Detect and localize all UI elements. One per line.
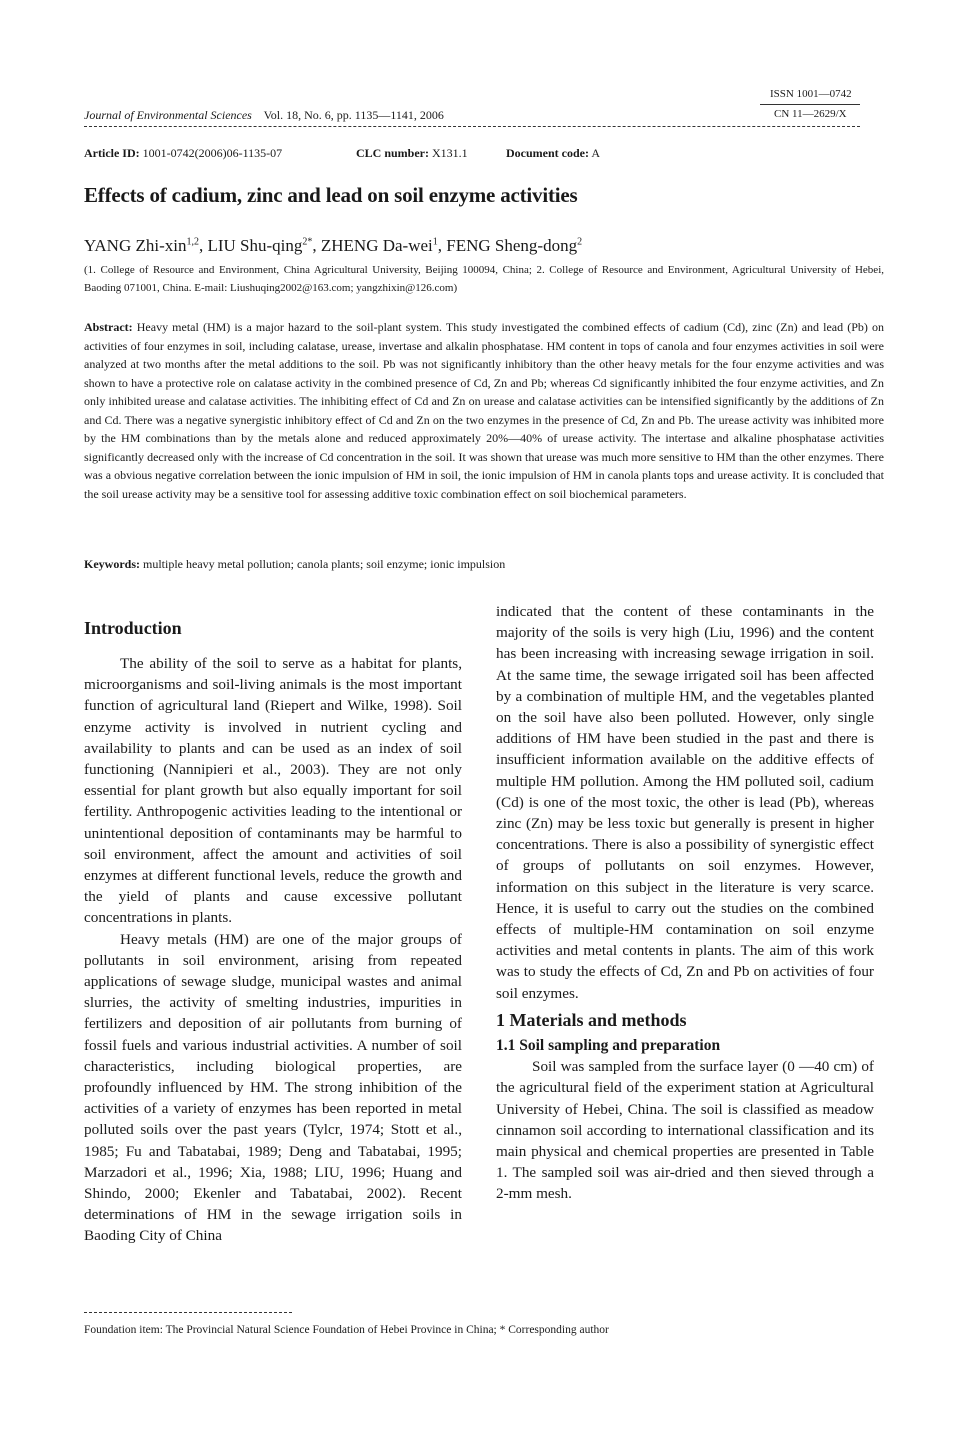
article-id-value: 1001-0742(2006)06-1135-07	[142, 146, 283, 160]
intro-paragraph-2: Heavy metals (HM) are one of the major groups of pollutants in soil environment, arising from repeated applications of sewage sludge, municipal wastes and animal slurries, the activity of smelting industries, impurities in fertilizers and deposition of air pollutants from burning of fossil fuels and various industrial activities. A number of soil characteristics, including biological properties, are profoundly influenced by HM. The strong inhibition of the activities of a variety of enzymes has been reported in metal polluted soils over the past years (Tylcr, 1974; Stott et al., 1985; Fu and Tabatabai, 1989; Deng and Tabatabai, 1995; Marzadori et al., 1996; Xia, 1988; LIU, 1996; Huang and Shindo, 2000; Ekenler and Tabatabai, 2002). Recent determinations of HM in the sewage irrigation soils in Baoding City of China	[84, 930, 462, 1245]
issn: ISSN 1001—0742	[770, 88, 852, 100]
author-affil-sup: 1	[432, 236, 438, 248]
article-id	[84, 146, 282, 161]
author-affil-sup: 1,2	[186, 236, 199, 248]
author-affil-sup: 2*	[302, 236, 313, 248]
author-name: LIU Shu-qing	[207, 236, 303, 255]
footnote-divider	[84, 1312, 292, 1313]
section-1-1-paragraph: Soil was sampled from the surface layer (0 —40 cm) of the agricultural field of the experiment station at Agricultural University of Hebei, China. The soil is classified as meadow cinnamon soil according to international classification and its main physical and chemical properties are presented in Table 1. The sampled soil was air-dried and then sieved through a 2-mm mesh.	[496, 1058, 874, 1203]
author-name: YANG Zhi-xin	[84, 236, 187, 255]
keywords-label: Keywords:	[84, 557, 140, 571]
intro-paragraph-3: indicated that the content of these contaminants in the majority of the soils is very high (Liu, 1996) and the content has been increasing with increasing sewage irrigation in soil. At the same time, the sewage irrigated soil has been affected by a combination of multiple HM, and the vegetables planted on the soil have also been polluted. However, only single additions of HM have been studied in the past and there is insufficient information available on the additive effects of multiple HM pollution. Among the HM polluted soil, cadium (Cd) is one of the most toxic, the other is lead (Pb), whereas zinc (Zn) may be less toxic but generally is present in higher concentrations. There is also a possibility of synergistic effect of groups of pollutants on soil enzymes. However, information on this subject in the literature is very scarce. Hence, it is useful to carry out the studies on the combined effects of multiple-HM contamination on soil enzyme activities and metal contents in plants. The aim of this work was to study the effects of Cd, Zn and Pb on activities of four soil enzymes.	[496, 603, 874, 1002]
paper-title: Effects of cadium, zinc and lead on soil enzyme activities	[84, 183, 578, 207]
section-1-heading: 1 Materials and methods	[496, 1009, 687, 1030]
abstract-label: Abstract:	[84, 320, 133, 334]
doc-code-value: A	[591, 146, 600, 160]
right-column	[496, 601, 874, 1205]
footnote: Foundation item: The Provincial Natural Science Foundation of Hebei Province in China; * Corresponding author	[84, 1324, 609, 1336]
introduction-heading: Introduction	[84, 618, 182, 638]
document-code	[506, 146, 600, 161]
author-name: FENG Sheng-dong	[446, 236, 578, 255]
abstract	[84, 318, 884, 503]
clc-number	[356, 146, 468, 161]
author-name: ZHENG Da-wei	[320, 236, 433, 255]
author-list: YANG Zhi-xin$^{1,2}$, LIU Shu-qing$^{2*}$, ZHENG Da-wei$^1$, FENG Sheng-dong$^2$	[84, 236, 583, 255]
abstract-text: Heavy metal (HM) is a major hazard to the soil-plant system. This study investigated the combined effects of cadium (Cd), zinc (Zn) and lead (Pb) on activities of four enzymes in soil, including calatase, urease, invertase and alkalin phosphatase. HM content in tops of canola and four enzymes activities in soil were analyzed at two months after the metal additions to the soil. Pb was not significantly inhibitory than the other heavy metals for the four enzyme activities and was shown to have a protective role on calatase activity in the combined presence of Cd, Zn and Pb; whereas Cd significantly inhibited the four enzyme activities, and Zn only inhibited urease and calatase activities. The inhibiting effect of Cd and Zn on urease and calatase activities can be intensified significantly by the additions of Zn and Cd. There was a negative synergistic inhibitory effect of Cd and Zn on the two enzymes in the presence of Cd, Zn and Pb. The urease activity was inhibited more by the HM combinations than by the metals alone and reduced approximately 20%—40% of urease activity. The intertase and alkaline phosphatase activities significantly decreased only with the increase of Cd concentration in the soil. It was shown that urease was much more sensitive to HM than the other enzymes. There was a obvious negative correlation between the ionic impulsion of HM in soil, the ionic impulsion of HM in canola plants tops and urease activity. It is concluded that the soil urease activity may be a sensitive tool for assessing additive toxic combination effect on soil biochemical parameters.	[84, 320, 884, 501]
clc-value: X131.1	[432, 146, 468, 160]
journal-name: Journal of Environmental Sciences	[84, 108, 252, 122]
journal-citation: Vol. 18, No. 6, pp. 1135—1141, 2006	[263, 108, 444, 122]
author-affil-sup: 2	[577, 236, 583, 248]
doc-code-label: Document code:	[506, 146, 589, 160]
left-column	[84, 653, 462, 1247]
affiliation: (1. College of Resource and Environment, China Agricultural University, Beijing 100094, China; 2. College of Resource and Environment, Agricultural University of Hebei, Baoding 071001, China. E-mail: Liushuqing2002@163.com; yangzhixin@126.com)	[84, 264, 884, 294]
keywords	[84, 557, 505, 572]
section-1-1-heading: 1.1 Soil sampling and preparation	[496, 1037, 721, 1055]
header-divider-short	[760, 104, 860, 105]
clc-label: CLC number:	[356, 146, 430, 160]
cn-number: CN 11—2629/X	[774, 108, 847, 120]
journal-header	[84, 108, 444, 123]
intro-paragraph-1: The ability of the soil to serve as a habitat for plants, microorganisms and soil-living animals is the most important function of agricultural land (Riepert and Wilke, 1998). Soil enzyme activity is involved in nutrient cycling and availability to plants and can be used as an index of soil functioning (Nannipieri et al., 2003). They are not only essential for plant growth but also equally important for soil fertility. Anthropogenic activities leading to the intentional or unintentional deposition of contaminants may be harmful to soil environment, affect the amount and activities of soil enzymes at different functional levels, reduce the growth and the yield of plants and cause excessive pollutant concentrations in plants.	[84, 655, 462, 927]
article-id-label: Article ID:	[84, 146, 140, 160]
header-divider	[84, 126, 860, 127]
keywords-text: multiple heavy metal pollution; canola plants; soil enzyme; ionic impulsion	[143, 557, 506, 571]
